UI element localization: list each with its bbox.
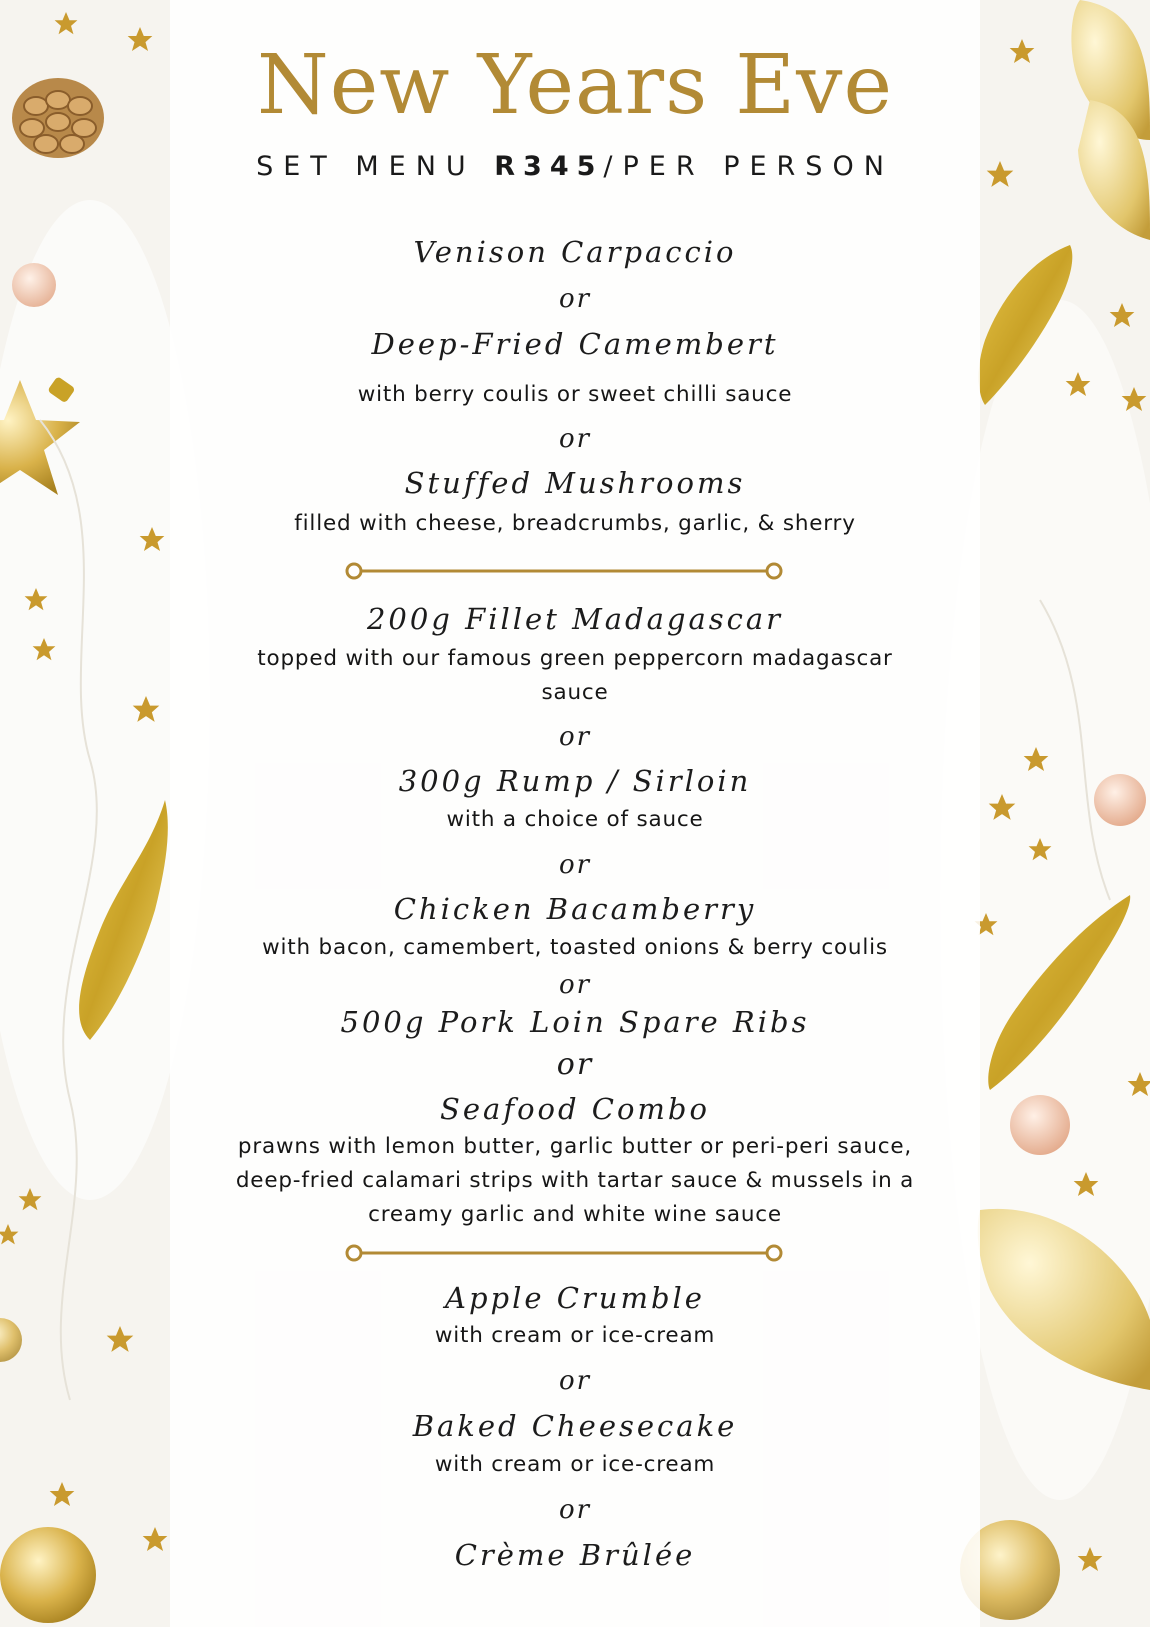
dessert-name: Apple Crumble (445, 1281, 705, 1315)
dessert-description: with cream or ice-cream (434, 1452, 716, 1477)
or-separator: or (558, 1495, 592, 1525)
or-separator: or (558, 424, 592, 454)
starter-description: with berry coulis or sweet chilli sauce (357, 382, 793, 407)
main-name: 200g Fillet Madagascar (366, 602, 784, 636)
or-separator: or (558, 284, 592, 314)
dessert-name: Baked Cheesecake (412, 1409, 738, 1443)
pine-cone-icon (12, 78, 104, 158)
subtitle-suffix: /PER PERSON (603, 151, 894, 182)
main-description: topped with our famous green peppercorn madagascar (257, 646, 893, 671)
or-separator: or (556, 1047, 594, 1082)
main-description: with bacon, camembert, toasted onions & berry coulis (262, 935, 888, 960)
menu-panel (170, 0, 980, 1627)
main-description: sauce (541, 680, 609, 705)
starter-description: filled with cheese, breadcrumbs, garlic, & sherry (294, 511, 856, 536)
starter-name: Stuffed Mushrooms (404, 466, 746, 500)
or-separator: or (558, 722, 592, 752)
page-title: New Years Eve (256, 38, 893, 133)
main-description: creamy garlic and white wine sauce (368, 1202, 782, 1227)
section-divider (344, 561, 784, 581)
dessert-name: Crème Brûlée (454, 1538, 696, 1572)
or-separator: or (558, 970, 592, 1000)
starter-name: Deep-Fried Camembert (371, 327, 779, 361)
or-separator: or (558, 1366, 592, 1396)
gold-ball-icon (0, 1527, 96, 1623)
dessert-description: with cream or ice-cream (434, 1323, 716, 1348)
main-name: 500g Pork Loin Spare Ribs (340, 1005, 810, 1039)
main-description: with a choice of sauce (446, 807, 704, 832)
price-label: R345 (494, 151, 604, 182)
or-separator: or (558, 850, 592, 880)
set-menu-price (170, 150, 980, 184)
starter-name: Venison Carpaccio (413, 235, 737, 269)
main-name: Seafood Combo (440, 1092, 710, 1126)
main-name: 300g Rump / Sirloin (398, 764, 752, 798)
main-name: Chicken Bacamberry (393, 892, 757, 926)
section-divider (344, 1243, 784, 1263)
main-description: deep-fried calamari strips with tartar sauce & mussels in a (235, 1168, 915, 1193)
main-description: prawns with lemon butter, garlic butter or peri-peri sauce, (237, 1134, 913, 1159)
subtitle-prefix: SET MENU (256, 151, 495, 182)
